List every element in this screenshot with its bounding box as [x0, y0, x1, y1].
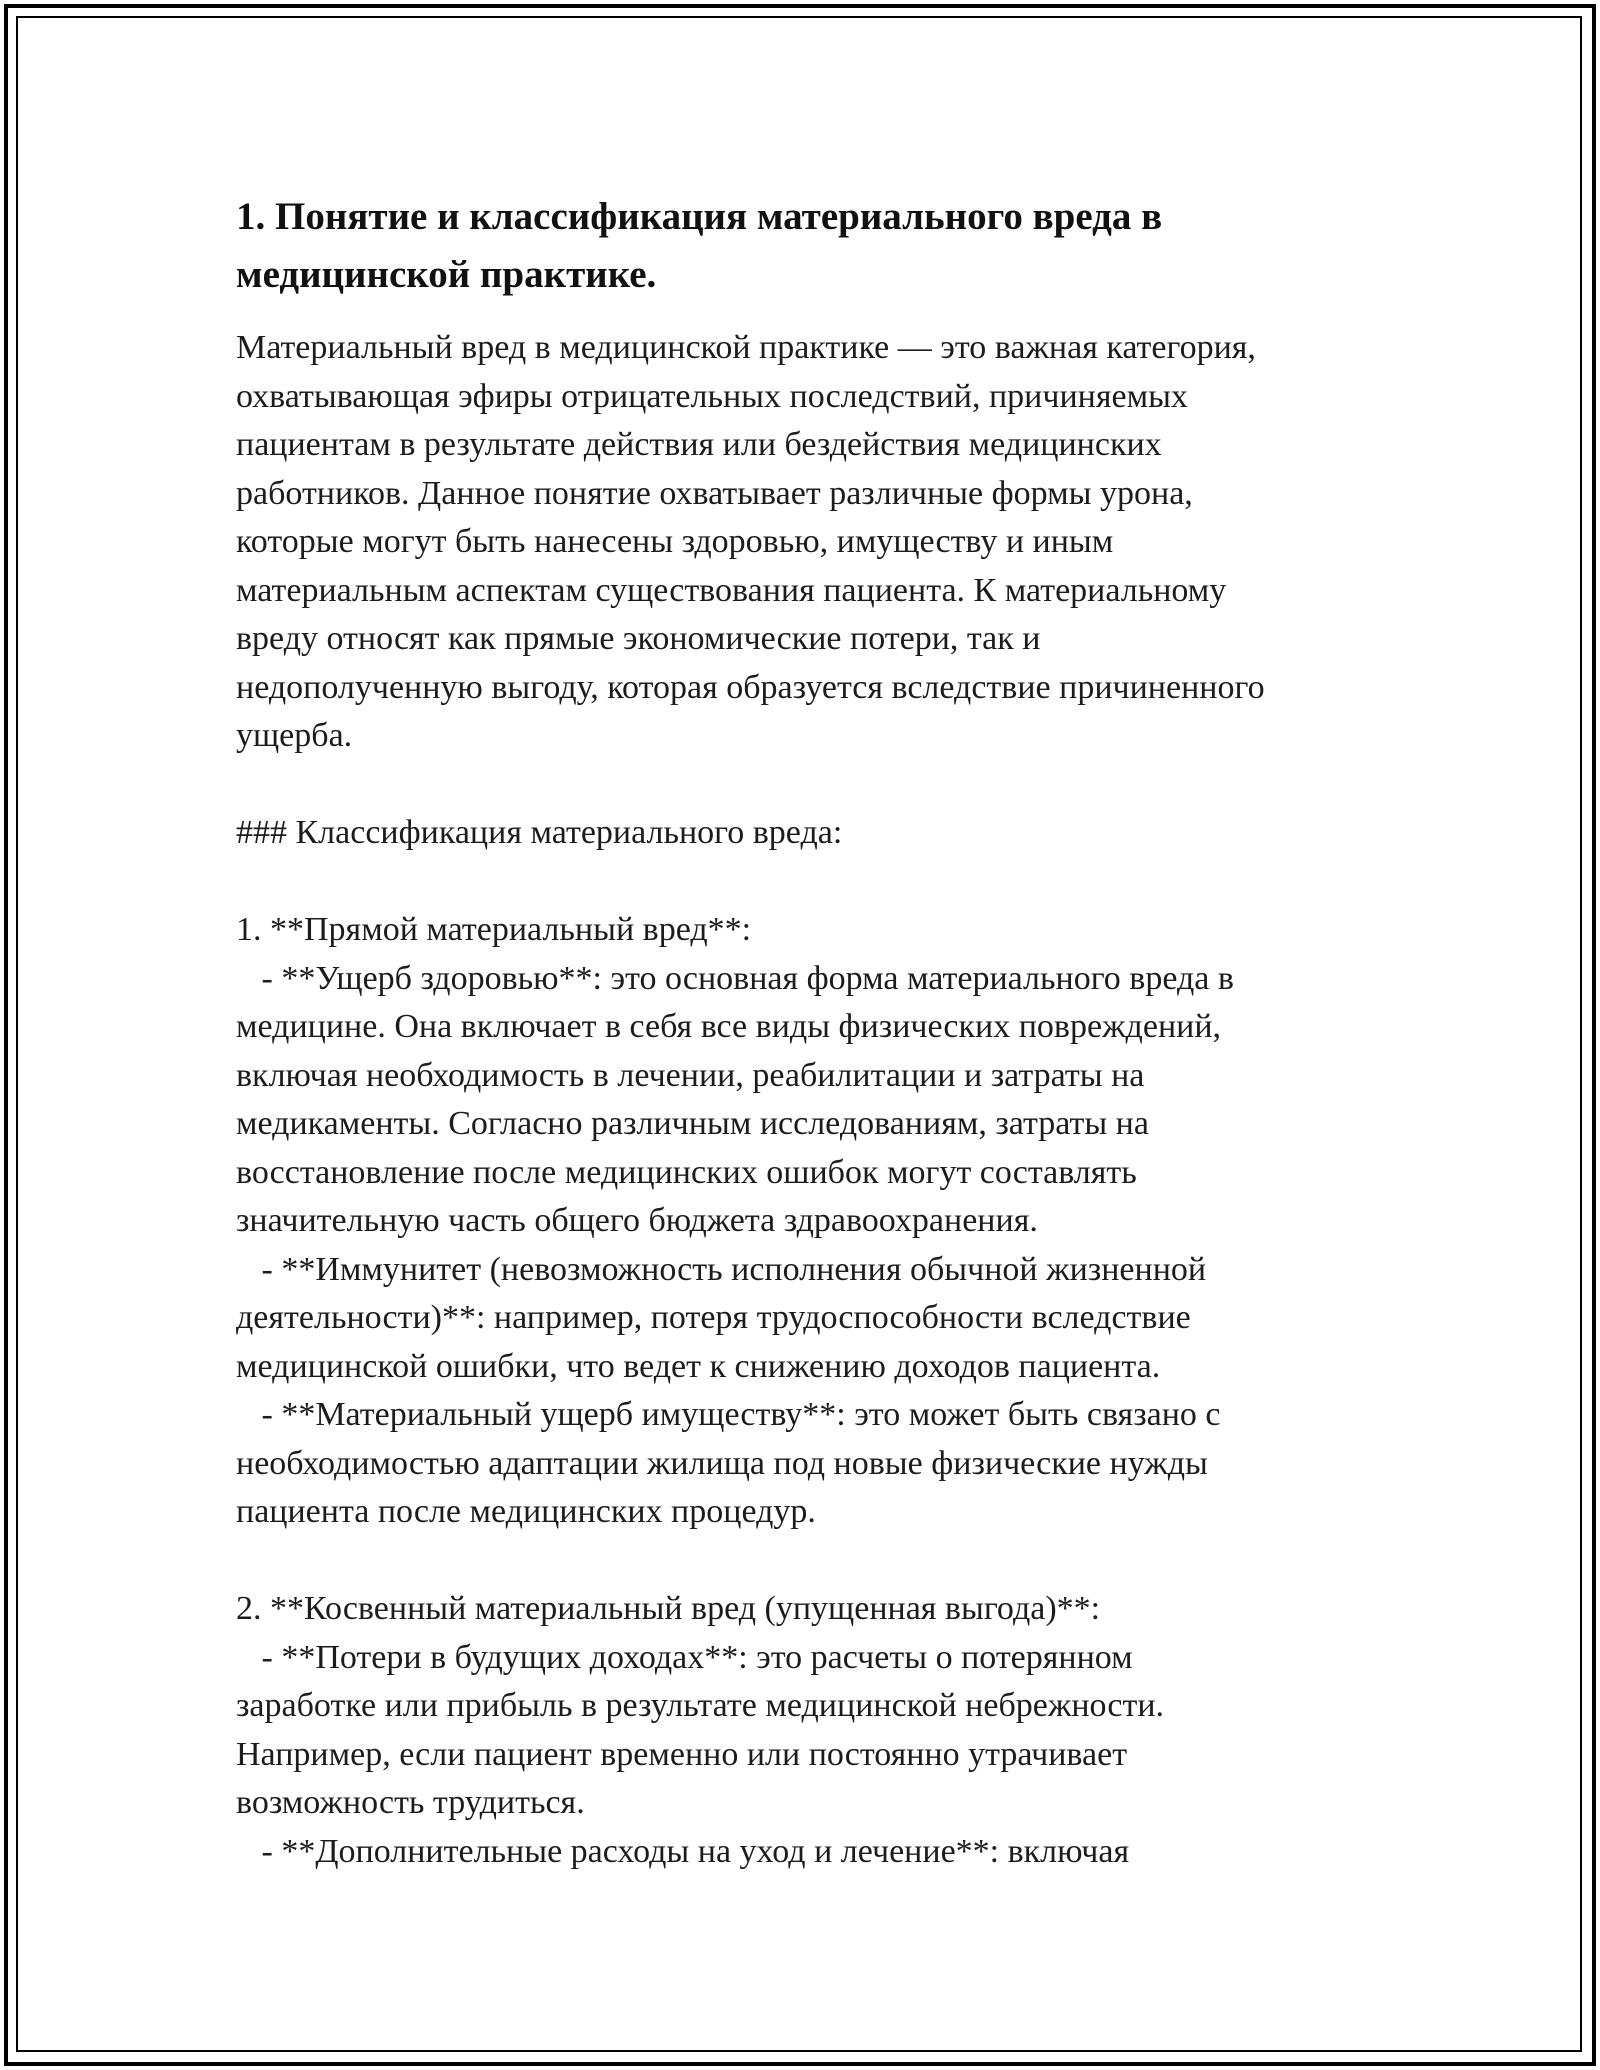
- text-line: недополученную выгоду, которая образуется вследствие причиненного: [236, 668, 1265, 706]
- heading-line: медицинской практике.: [236, 253, 657, 296]
- blank-line: [236, 1537, 1386, 1586]
- heading-line: 1. Понятие и классификация материального вреда в: [236, 195, 1163, 238]
- text-line: 1. **Прямой материальный вред**:: [236, 911, 752, 948]
- text-line: значительную часть общего бюджета здравоохранения.: [236, 1202, 1038, 1239]
- text-line: деятельности)**: например, потеря трудоспособности вследствие: [236, 1299, 1191, 1336]
- text-line: ### Классификация материального вреда:: [236, 814, 843, 851]
- text-line: - **Материальный ущерб имуществу**: это может быть связано с: [236, 1396, 1221, 1433]
- text-line: восстановление после медицинских ошибок могут составлять: [236, 1153, 1137, 1191]
- text-line: 2. **Косвенный материальный вред (упущенная выгода)**:: [236, 1590, 1101, 1627]
- text-line: ущерба.: [236, 717, 353, 754]
- document-text: [236, 324, 1386, 1876]
- text-line: медицине. Она включает в себя все виды физических повреждений,: [236, 1008, 1222, 1045]
- text-line: - **Дополнительные расходы на уход и лечение**: включая: [236, 1832, 1130, 1870]
- text-line: - **Ущерб здоровью**: это основная форма материального вреда в: [236, 959, 1234, 997]
- blank-line: [236, 761, 1386, 810]
- text-line: Например, если пациент временно или постоянно утрачивает: [236, 1735, 1128, 1773]
- text-line: включая необходимость в лечении, реабилитации и затраты на: [236, 1056, 1145, 1094]
- text-line: которые могут быть нанесены здоровью, имуществу и иным: [236, 523, 1114, 560]
- text-line: материальным аспектам существования пациента. К материальному: [236, 571, 1227, 609]
- blank-line: [236, 858, 1386, 907]
- text-line: - **Потери в будущих доходах**: это расчеты о потерянном: [236, 1638, 1133, 1676]
- text-line: возможность трудиться.: [236, 1784, 585, 1821]
- text-line: вреду относят как прямые экономические потери, так и: [236, 620, 1041, 657]
- text-line: заработке или прибыль в результате медицинской небрежности.: [236, 1687, 1165, 1724]
- text-line: - **Иммунитет (невозможность исполнения обычной жизненной: [236, 1250, 1207, 1288]
- text-line: пациента после медицинских процедур.: [236, 1493, 816, 1530]
- text-line: пациентам в результате действия или бездействия медицинских: [236, 426, 1162, 463]
- text-line: Материальный вред в медицинской практике — это важная категория,: [236, 329, 1256, 366]
- section-heading: [236, 188, 1386, 304]
- text-line: медицинской ошибки, что ведет к снижению доходов пациента.: [236, 1347, 1161, 1385]
- text-line: медикаменты. Согласно различным исследованиям, затраты на: [236, 1105, 1149, 1142]
- text-line: необходимостью адаптации жилища под новые физические нужды: [236, 1444, 1208, 1482]
- text-line: работников. Данное понятие охватывает различные формы урона,: [236, 474, 1193, 512]
- document-body: [236, 188, 1386, 1876]
- text-line: охватывающая эфиры отрицательных последствий, причиняемых: [236, 377, 1188, 415]
